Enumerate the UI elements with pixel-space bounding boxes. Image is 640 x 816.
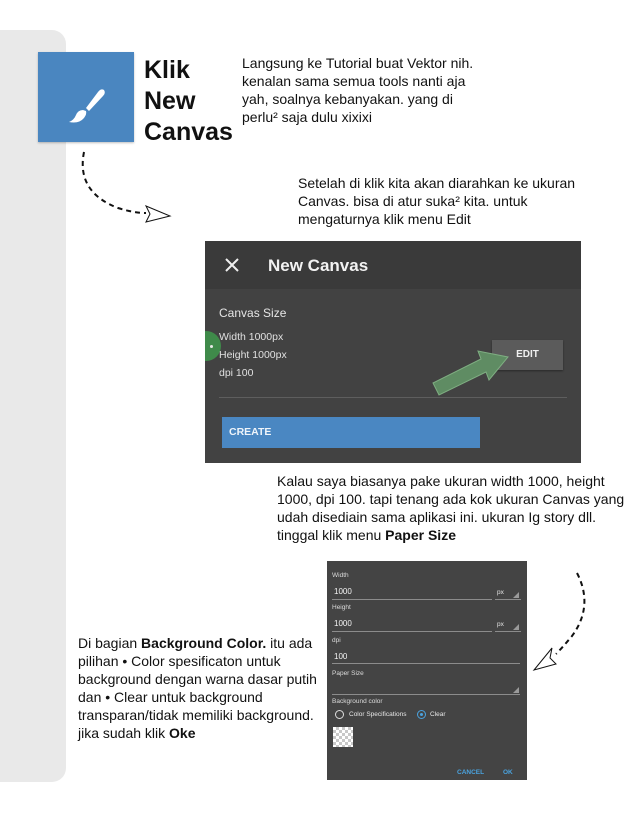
dpi-input[interactable]: 100 (334, 652, 348, 661)
create-button[interactable]: CREATE (222, 417, 480, 448)
width-unit-underline (495, 599, 521, 600)
dashed-arrow-top (83, 152, 146, 213)
dpi-label: dpi (332, 637, 341, 644)
paper-size-select[interactable]: Paper Size (332, 670, 364, 677)
canvas-dpi-value: dpi 100 (219, 367, 254, 379)
edit-instruction-paragraph: Setelah di klik kita akan diarahkan ke ukuran Canvas. bisa di atur suka² kita. untuk mengaturnya klik menu Edit (298, 175, 576, 227)
canvas-width-value: Width 1000px (219, 331, 284, 343)
width-input[interactable]: 1000 (334, 587, 352, 596)
cancel-button[interactable]: CANCEL (457, 769, 485, 776)
dpi-underline (332, 663, 520, 664)
paper-plane-icon-bottom (534, 648, 556, 670)
edit-button[interactable]: EDIT (492, 340, 563, 370)
intro-paragraph: Langsung ke Tutorial buat Vektor nih. kenalan sama semua tools nanti aja yah, soalnya kebanyakan. yang di perlu² saja dulu xixixi (242, 55, 474, 125)
transparent-swatch[interactable] (333, 727, 353, 747)
width-unit-select[interactable]: px (497, 589, 504, 596)
dropdown-triangle-icon (513, 687, 519, 693)
dialog-divider (219, 397, 567, 398)
paper-size-dialog (327, 561, 527, 780)
canvas-height-value: Height 1000px (219, 349, 287, 361)
size-instruction-text: Kalau saya biasanya pake ukuran width 1000, height 1000, dpi 100. tapi tenang ada kok ukuran Canvas yang udah disediain sama aplikasi ini. ukuran Ig story dll. tinggal klik menu (277, 473, 625, 543)
color-spec-option-label: Color Specifications (349, 711, 407, 718)
height-input[interactable]: 1000 (334, 619, 352, 628)
oke-emphasis: Oke (169, 725, 196, 741)
paper-plane-icon-top (146, 206, 170, 222)
bg-text-1: Di bagian (78, 635, 142, 651)
height-label: Height (332, 604, 351, 611)
ok-button[interactable]: OK (503, 769, 513, 776)
dashed-arrow-bottom (556, 573, 584, 654)
paper-size-emphasis: Paper Size (385, 527, 456, 543)
height-underline (332, 631, 492, 632)
clear-radio[interactable] (417, 710, 426, 719)
background-color-emphasis: Background Color. (141, 635, 267, 651)
bg-text-2: itu ada pilihan • Color spesificaton untuk background dengan warna dasar putih dan • Clear untuk background transparan/tidak memiliki background. jika sudah klik (78, 635, 317, 741)
clear-option-label: Clear (430, 711, 446, 718)
color-spec-radio[interactable] (335, 710, 344, 719)
background-color-label: Background color (332, 698, 383, 705)
width-label: Width (332, 572, 349, 579)
dropdown-triangle-icon (513, 624, 519, 630)
height-unit-select[interactable]: px (497, 621, 504, 628)
heading-line-2: New (144, 87, 196, 115)
heading-line-3: Canvas (144, 118, 233, 146)
new-canvas-dialog (205, 241, 581, 463)
width-underline (332, 599, 492, 600)
height-unit-underline (495, 631, 521, 632)
dropdown-triangle-icon (513, 592, 519, 598)
paper-size-underline (332, 694, 520, 695)
dialog-title: New Canvas (268, 256, 369, 275)
heading-line-1: Klik (144, 56, 190, 84)
canvas-size-label: Canvas Size (219, 306, 287, 320)
